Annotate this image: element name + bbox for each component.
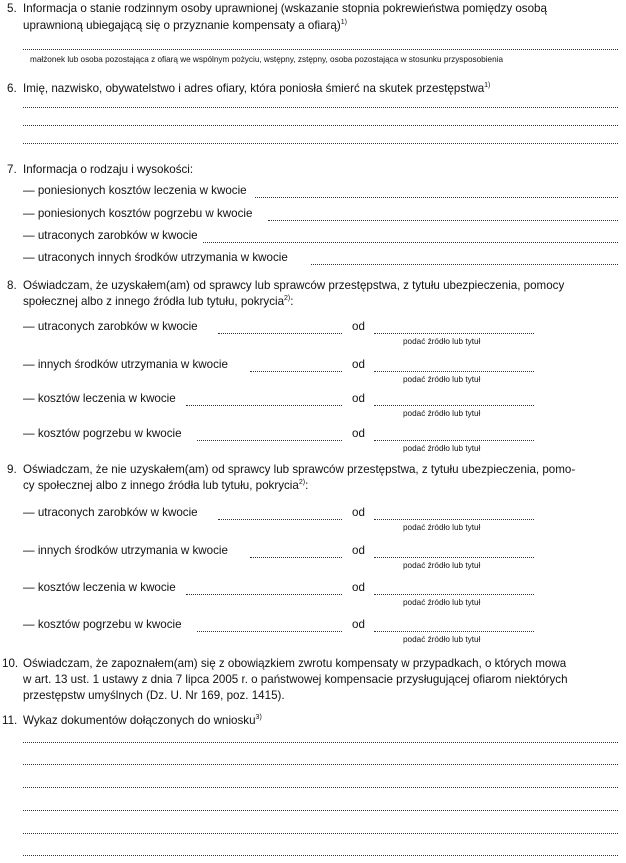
section-5-number: 5. <box>7 2 17 15</box>
section-9-number: 9. <box>7 463 17 476</box>
section-9-amount-field[interactable] <box>218 519 342 520</box>
source-hint: podać źródło lub tytuł <box>403 409 481 418</box>
section-9-amount-field[interactable] <box>250 557 342 558</box>
section-8-source-field[interactable] <box>374 440 534 441</box>
section-9-source-field[interactable] <box>374 631 534 632</box>
section-11-answer-line[interactable] <box>23 855 618 856</box>
source-hint: podać źródło lub tytuł <box>403 444 481 453</box>
section-8-amount-field[interactable] <box>250 371 342 372</box>
section-9-source-field[interactable] <box>374 594 534 595</box>
section-11-text: Wykaz dokumentów dołączonych do wniosku$^{3)}$ <box>23 714 262 727</box>
section-5-hint: małżonek lub osoba pozostająca z ofiarą we wspólnym pożyciu, wstępny, zstępny, osoba pozostająca w stosunku przysposobienia <box>30 55 504 64</box>
source-hint: podać źródło lub tytuł <box>403 635 481 644</box>
from-label: od <box>352 320 365 333</box>
section-9-item: — kosztów leczenia w kwocie <box>23 581 176 594</box>
section-7-item: — poniesionych kosztów leczenia w kwocie <box>23 184 247 197</box>
section-7-amount-field[interactable] <box>203 242 618 243</box>
section-8-text-line2: społecznej albo z innego źródła lub tytułu, pokrycia$^{2)}$: <box>23 295 294 308</box>
source-hint: podać źródło lub tytuł <box>403 561 481 570</box>
section-8-number: 8. <box>7 279 17 292</box>
section-8-source-field[interactable] <box>374 371 534 372</box>
section-9-amount-field[interactable] <box>186 594 342 595</box>
section-11-answer-line[interactable] <box>23 764 618 765</box>
section-7-item: — utraconych innych środków utrzymania w kwocie <box>23 251 288 264</box>
section-7-amount-field[interactable] <box>311 264 618 265</box>
section-7-amount-field[interactable] <box>255 197 618 198</box>
from-label: od <box>352 581 365 594</box>
section-5-text-line1: Informacja o stanie rodzinnym osoby uprawnionej (wskazanie stopnia pokrewieństwa pomiędzy osobą <box>23 2 547 15</box>
section-6-text: Imię, nazwisko, obywatelstwo i adres ofiary, która poniosła śmierć na skutek przestępstwa$^{1)}$ <box>23 82 491 95</box>
section-6-answer-line[interactable] <box>23 125 618 126</box>
section-9-source-field[interactable] <box>374 519 534 520</box>
section-6-answer-line[interactable] <box>23 143 618 144</box>
section-10-text-line1: Oświadczam, że zapoznałem(am) się z obowiązkiem zwrotu kompensaty w przypadkach, o których mowa <box>23 657 567 670</box>
section-9-item: — innych środków utrzymania w kwocie <box>23 544 228 557</box>
from-label: od <box>352 358 365 371</box>
section-8-item: — kosztów pogrzebu w kwocie <box>23 427 182 440</box>
section-11-answer-line[interactable] <box>23 787 618 788</box>
section-10-text-line3: przestępstw umyślnych (Dz. U. Nr 169, poz. 1415). <box>23 689 285 702</box>
section-8-item: — utraconych zarobków w kwocie <box>23 320 198 333</box>
source-hint: podać źródło lub tytuł <box>403 523 481 532</box>
section-11-answer-line[interactable] <box>23 810 618 811</box>
section-7-item: — poniesionych kosztów pogrzebu w kwocie <box>23 207 253 220</box>
section-8-amount-field[interactable] <box>218 333 342 334</box>
section-8-item: — kosztów leczenia w kwocie <box>23 392 176 405</box>
section-8-item: — innych środków utrzymania w kwocie <box>23 358 228 371</box>
section-7-amount-field[interactable] <box>268 220 618 221</box>
section-10-text-line2: w art. 13 ust. 1 ustawy z dnia 7 lipca 2005 r. o państwowej kompensacie przysługującej ofiarom niektórych <box>23 673 568 686</box>
source-hint: podać źródło lub tytuł <box>403 375 481 384</box>
section-7-item: — utraconych zarobków w kwocie <box>23 229 198 242</box>
section-8-amount-field[interactable] <box>197 440 342 441</box>
from-label: od <box>352 544 365 557</box>
from-label: od <box>352 427 365 440</box>
from-label: od <box>352 618 365 631</box>
section-9-item: — utraconych zarobków w kwocie <box>23 506 198 519</box>
section-5-text-line2: uprawnioną ubiegającą się o przyznanie kompensaty a ofiarą)$^{1)}$ <box>23 19 347 32</box>
section-11-answer-line[interactable] <box>23 833 618 834</box>
section-8-source-field[interactable] <box>374 405 534 406</box>
section-11-number: 11. <box>2 714 18 727</box>
section-9-item: — kosztów pogrzebu w kwocie <box>23 618 182 631</box>
section-9-text-line1: Oświadczam, że nie uzyskałem(am) od sprawcy lub sprawców przestępstwa, z tytułu ubezpieczenia, pomo- <box>23 463 576 476</box>
section-7-number: 7. <box>7 163 17 176</box>
section-8-text-line1: Oświadczam, że uzyskałem(am) od sprawcy lub sprawców przestępstwa, z tytułu ubezpieczenia, pomocy <box>23 279 565 292</box>
section-7-text: Informacja o rodzaju i wysokości: <box>23 163 194 176</box>
section-9-amount-field[interactable] <box>197 631 342 632</box>
section-9-text-line2: cy społecznej albo z innego źródła lub tytułu, pokrycia$^{2)}$: <box>23 479 309 492</box>
section-8-amount-field[interactable] <box>186 405 342 406</box>
section-6-number: 6. <box>7 82 17 95</box>
from-label: od <box>352 506 365 519</box>
section-10-number: 10. <box>2 657 19 670</box>
section-5-answer-line[interactable] <box>23 49 618 50</box>
source-hint: podać źródło lub tytuł <box>403 337 481 346</box>
source-hint: podać źródło lub tytuł <box>403 598 481 607</box>
section-6-answer-line[interactable] <box>23 107 618 108</box>
from-label: od <box>352 392 365 405</box>
section-8-source-field[interactable] <box>374 333 534 334</box>
section-11-answer-line[interactable] <box>23 742 618 743</box>
section-9-source-field[interactable] <box>374 557 534 558</box>
